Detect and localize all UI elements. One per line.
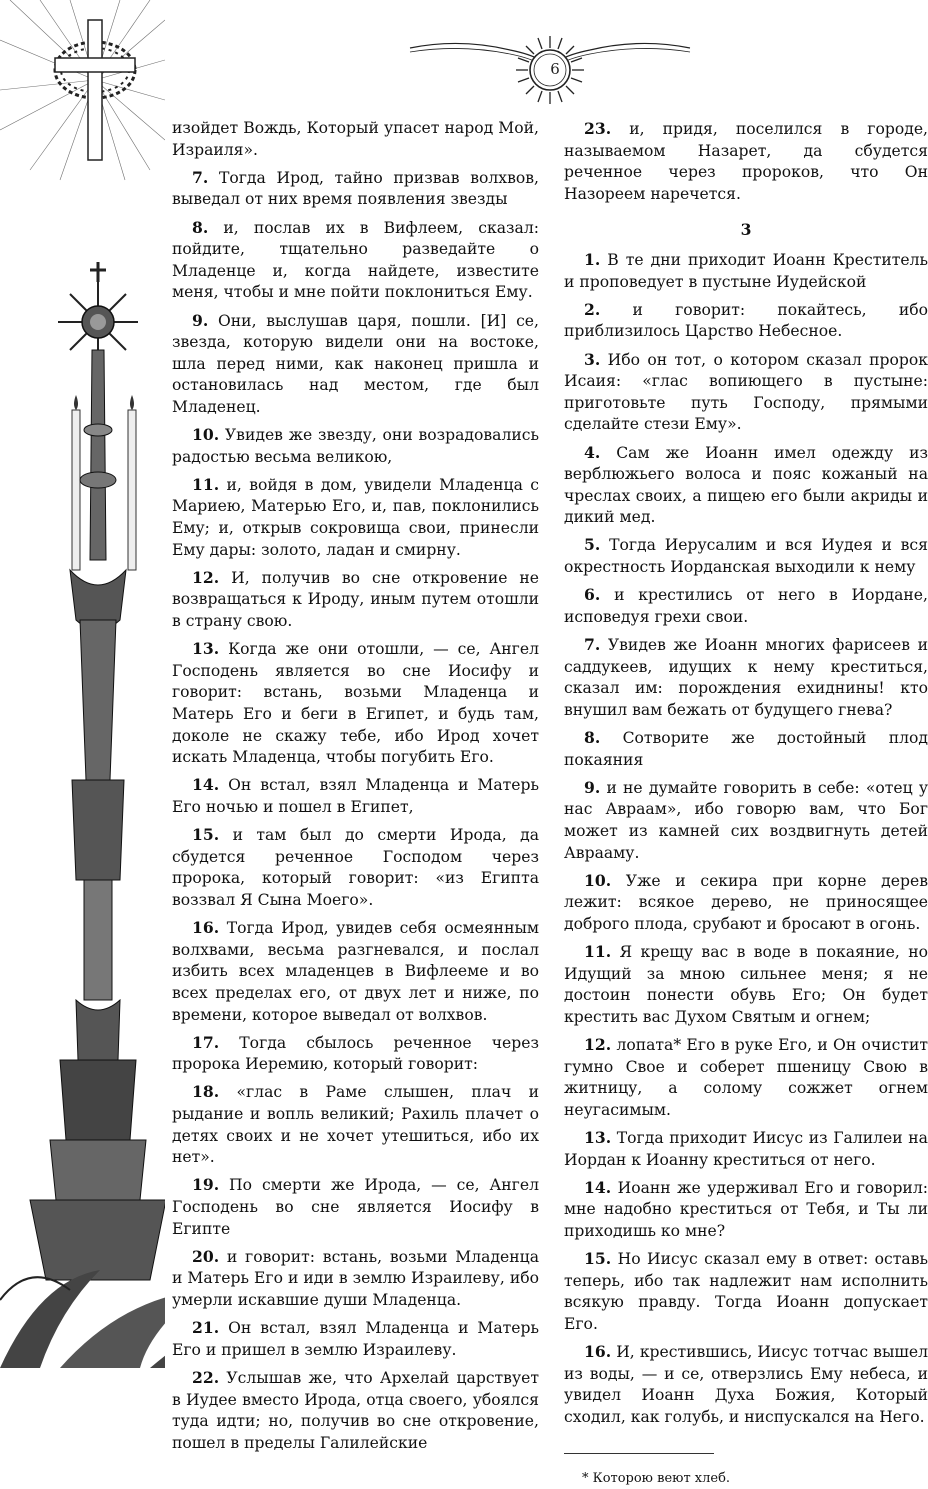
verse	[172, 474, 539, 561]
verse	[172, 1317, 539, 1361]
verse-text: и, войдя в дом, увидели Младенца с Мариею, Матерью Его, и, пав, поклонились Ему; и, открыв сокровища свои, принесли Ему дары: золото, ладан и смирну.	[172, 475, 539, 559]
verse	[564, 249, 928, 293]
footnote: * Которою веют хлеб.	[582, 1470, 731, 1486]
verse-text: и, придя, поселился в городе, называемом Назарет, да сбудется реченное через пророков, что Он Назореем наречется.	[564, 120, 928, 203]
verse-number: 22.	[192, 1367, 220, 1387]
verse-text: Сотворите же достойный плод покаяния	[564, 729, 928, 769]
verse-text: Иоанн же удерживал Его и говорил: мне надобно креститься от Тебя, и Ты ли приходишь ко мне?	[564, 1178, 928, 1241]
verse	[564, 1177, 928, 1243]
verse-number: 20.	[192, 1246, 220, 1266]
verse-number: 16.	[192, 918, 220, 938]
verse-text: Услышав же, что Архелай царствует в Иудее вместо Ирода, отца своего, убоялся туда идти; но, получив во сне откровение, пошел в пределы Галилейские	[172, 1368, 539, 1452]
verse-text: Уже и секира при корне дерев лежит: всякое дерево, не приносящее доброго плода, срубают и бросают в огонь.	[564, 871, 928, 933]
left-text-column	[172, 118, 539, 1460]
verse-number: 12.	[584, 1035, 612, 1055]
verse	[172, 567, 539, 633]
verse-text: и там был до смерти Ирода, да сбудется реченное Господом через пророка, который говорит: «из Египта воззвал Я Сына Моего».	[172, 826, 539, 909]
verse-number: 21.	[192, 1318, 220, 1338]
verse	[564, 1341, 928, 1428]
verse-number: 10.	[584, 870, 612, 890]
right-text-column	[564, 118, 928, 1489]
verse	[564, 534, 928, 578]
verse-number: 5.	[584, 535, 601, 555]
verse-number: 23.	[584, 119, 612, 138]
verse	[564, 777, 928, 864]
verse	[564, 299, 928, 343]
verse-text: Он встал, взял Младенца и Матерь Его и пришел в землю Израилеву.	[172, 1319, 539, 1359]
verse	[564, 584, 928, 628]
verse	[172, 424, 539, 468]
verse-number: 3.	[584, 349, 601, 369]
verse	[172, 310, 539, 419]
cross-candelabrum-ornament-icon	[0, 0, 165, 1368]
page-number: 6	[550, 60, 560, 78]
verse	[564, 727, 928, 771]
verse	[564, 349, 928, 436]
verse-number: 11.	[192, 474, 220, 494]
verse-number: 7.	[192, 167, 209, 187]
verse-number: 19.	[192, 1175, 220, 1195]
verse-text: В те дни приходит Иоанн Креститель и проповедует в пустыне Иудейской	[564, 250, 928, 291]
verse	[172, 1081, 539, 1168]
chapter-number: 3	[740, 220, 752, 240]
verse	[172, 167, 539, 211]
verse	[172, 917, 539, 1026]
verse	[564, 634, 928, 721]
verse-number: 2.	[584, 299, 601, 319]
verse	[172, 118, 539, 161]
verse-text: Он встал, взял Младенца и Матерь Его ночью и пошел в Египет,	[172, 776, 539, 816]
verse	[172, 638, 539, 769]
verse-text: По смерти же Ирода, — се, Ангел Господень во сне является Иосифу в Египте	[172, 1176, 539, 1238]
verse	[564, 442, 928, 529]
verse-text: и говорит: встань, возьми Младенца и Матерь Его и иди в землю Израилеву, ибо умерли искавшие души Младенца.	[172, 1247, 539, 1309]
verse-text: Тогда Ирод, тайно призвав волхвов, выведал от них время появления звезды	[172, 168, 539, 209]
verse	[172, 1246, 539, 1312]
verse-text: Но Иисус сказал ему в ответ: оставь теперь, ибо так надлежит нам исполнить всякую правду. Тогда Иоанн допускает Его.	[564, 1250, 928, 1333]
verse	[172, 217, 539, 304]
verse-text: Ибо он тот, о котором сказал пророк Исаия: «глас вопиющего в пустыне: приготовьте путь Господу, прямыми сделайте стези Ему».	[564, 350, 928, 434]
verse-text: И, получив во сне откровение не возвращаться к Ироду, иным путем отошли в страну свою.	[172, 568, 539, 631]
verse-text: и говорит: покайтесь, ибо приблизилось Царство Небесное.	[564, 300, 928, 341]
verse-number: 18.	[192, 1082, 220, 1102]
verse-number: 16.	[584, 1342, 612, 1362]
verse-text: «глас в Раме слышен, плач и рыдание и вопль великий; Рахиль плачет о детях своих и не хочет утешиться, ибо их нет».	[172, 1083, 539, 1167]
verse-number: 12.	[192, 567, 220, 587]
verse-text: Тогда сбылось реченное через пророка Иеремию, который говорит:	[172, 1033, 539, 1074]
verse-text: Увидев же звезду, они возрадовались радостью весьма великою,	[172, 426, 539, 466]
verse	[564, 941, 928, 1028]
verse	[172, 1174, 539, 1240]
verse	[172, 824, 539, 911]
verse-number: 14.	[192, 775, 220, 795]
verse-text: Я крещу вас в воде в покаяние, но Идущий за мною сильнее меня; я не достоин понести обувь Его; Он будет крестить вас Духом Святым и огнем;	[564, 943, 928, 1026]
verse-text: И, крестившись, Иисус тотчас вышел из воды, — и се, отверзлись Ему небеса, и увидел Иоанн Духа Божия, Который сходил, как голубь, и ниспускался на Него.	[564, 1343, 928, 1426]
verse	[564, 1034, 928, 1121]
verse-text: и крестились от него в Иордане, исповедуя грехи свои.	[564, 586, 928, 626]
verse-number: 9.	[192, 310, 209, 330]
verse-number: 14.	[584, 1177, 612, 1197]
verse-number: 8.	[192, 217, 209, 237]
verse-number: 17.	[192, 1032, 220, 1052]
verse	[172, 1032, 539, 1076]
verse	[564, 1248, 928, 1335]
verse	[172, 774, 539, 818]
verse-number: 15.	[584, 1249, 612, 1269]
verse-text: Тогда Иерусалим и вся Иудея и вся окрестность Иорданская выходили к нему	[564, 536, 928, 577]
verse-text: Тогда приходит Иисус из Галилеи на Иордан к Иоанну креститься от него.	[564, 1129, 928, 1169]
verse-text: Когда же они отошли, — се, Ангел Господень является во сне Иосифу и говорит: встань, возьми Младенца и Матерь Его и беги в Египет, и будь там, доколе не скажу тебе, ибо Ирод хочет искать Младенца, чтобы погубить Его.	[172, 640, 539, 767]
verse-number: 7.	[584, 635, 601, 655]
verse-text: Увидев же Иоанн многих фарисеев и саддукеев, идущих к нему креститься, сказал им: порождения ехиднины! кто внушил вам бежать от будущего гнева?	[564, 636, 928, 719]
footnote-rule	[564, 1453, 714, 1454]
verse-number: 4.	[584, 442, 601, 462]
verse-text: Тогда Ирод, увидев себя осмеянным волхвами, весьма разгневался, и послал избить всех младенцев в Вифлееме и во всех пределах его, от двух лет и ниже, по времени, которое выведал от волхвов.	[172, 919, 539, 1024]
verse-number: 13.	[584, 1128, 612, 1148]
verse	[172, 1367, 539, 1454]
verse-number: 13.	[192, 639, 220, 659]
verse-text: лопата* Его в руке Его, и Он очистит гумно Свое и соберет пшеницу Свою в житницу, а солому сожжет огнем неугасимым.	[564, 1036, 928, 1119]
verse-text: и не думайте говорить в себе: «отец у нас Авраам», ибо говорю вам, что Бог может из камней сих воздвигнуть детей Аврааму.	[564, 778, 928, 862]
verse-number: 15.	[192, 825, 220, 845]
verse	[564, 1127, 928, 1171]
verse-number: 11.	[584, 942, 612, 962]
verse-number: 8.	[584, 728, 601, 747]
verse-text: и, послав их в Вифлеем, сказал: пойдите, тщательно разведайте о Младенце и, когда найдете, известите меня, чтобы и мне пойти поклониться Ему.	[172, 218, 539, 302]
verse-number: 9.	[584, 777, 601, 797]
verse	[564, 870, 928, 936]
verse-number: 10.	[192, 425, 220, 445]
verse	[564, 118, 928, 205]
verse-text: изойдет Вождь, Который упасет народ Мой, Израиля».	[172, 119, 539, 159]
verse-number: 1.	[584, 249, 601, 269]
verse-number: 6.	[584, 585, 601, 605]
verse-text: Сам же Иоанн имел одежду из верблюжьего волоса и пояс кожаный на чреслах своих, а пищею его были акриды и дикий мед.	[564, 443, 928, 527]
verse-text: Они, выслушав царя, пошли. [И] се, звезда, которую видели они на востоке, шла перед ними, как наконец пришла и остановилась над местом, где был Младенец.	[172, 311, 539, 416]
